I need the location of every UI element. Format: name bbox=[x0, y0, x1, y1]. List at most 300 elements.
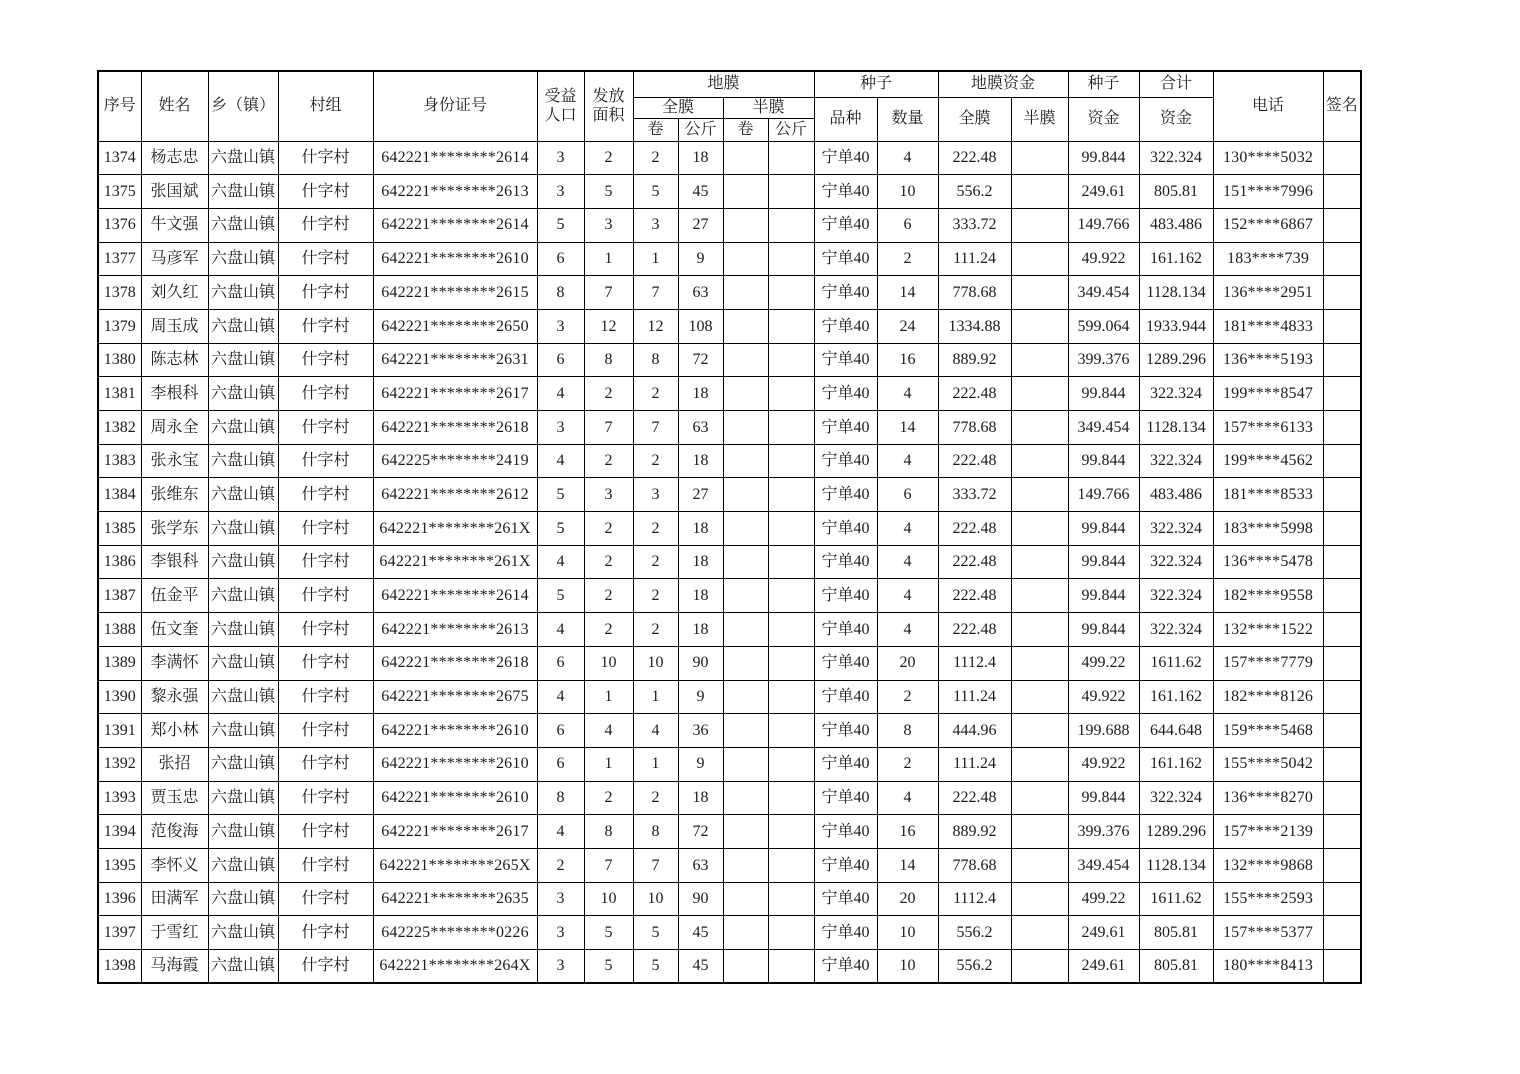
cell-seed-fund: 499.22 bbox=[1068, 646, 1139, 680]
cell-name: 周玉成 bbox=[141, 309, 208, 343]
cell-issue-area: 2 bbox=[584, 512, 633, 546]
cell-name: 周永全 bbox=[141, 411, 208, 445]
cell-id-number: 642221********2635 bbox=[373, 882, 537, 916]
cell-id-number: 642221********2631 bbox=[373, 343, 537, 377]
cell-township: 六盘山镇 bbox=[208, 747, 278, 781]
cell-issue-area: 1 bbox=[584, 680, 633, 714]
cell-issue-area: 10 bbox=[584, 882, 633, 916]
cell-full-film-roll: 1 bbox=[633, 747, 678, 781]
cell-full-film-fund: 778.68 bbox=[938, 848, 1011, 882]
cell-half-film-kg bbox=[768, 545, 814, 579]
cell-phone: 159****5468 bbox=[1213, 714, 1323, 748]
cell-id-number: 642221********261X bbox=[373, 545, 537, 579]
cell-id-number: 642221********2610 bbox=[373, 242, 537, 276]
cell-seed-fund: 99.844 bbox=[1068, 545, 1139, 579]
cell-total-fund: 322.324 bbox=[1139, 377, 1213, 411]
cell-half-film-kg bbox=[768, 175, 814, 209]
cell-total-fund: 483.486 bbox=[1139, 208, 1213, 242]
cell-full-film-fund: 222.48 bbox=[938, 545, 1011, 579]
cell-seed-fund: 199.688 bbox=[1068, 714, 1139, 748]
cell-seed-variety: 宁单40 bbox=[814, 646, 877, 680]
cell-issue-area: 3 bbox=[584, 478, 633, 512]
cell-total-fund: 644.648 bbox=[1139, 714, 1213, 748]
cell-serial: 1385 bbox=[98, 512, 141, 546]
cell-seed-fund: 99.844 bbox=[1068, 377, 1139, 411]
cell-half-film-roll bbox=[723, 411, 768, 445]
cell-serial: 1378 bbox=[98, 276, 141, 310]
cell-village: 什字村 bbox=[278, 276, 373, 310]
cell-seed-quantity: 4 bbox=[877, 781, 938, 815]
cell-half-film-kg bbox=[768, 444, 814, 478]
table-row bbox=[98, 411, 1361, 445]
cell-signature bbox=[1323, 208, 1361, 242]
cell-township: 六盘山镇 bbox=[208, 882, 278, 916]
cell-name: 马海霞 bbox=[141, 950, 208, 984]
cell-issue-area: 5 bbox=[584, 175, 633, 209]
cell-beneficiary-population: 3 bbox=[537, 411, 584, 445]
cell-township: 六盘山镇 bbox=[208, 208, 278, 242]
cell-signature bbox=[1323, 242, 1361, 276]
cell-half-film-fund bbox=[1011, 309, 1068, 343]
cell-half-film-roll bbox=[723, 377, 768, 411]
cell-seed-variety: 宁单40 bbox=[814, 815, 877, 849]
cell-half-film-kg bbox=[768, 848, 814, 882]
cell-township: 六盘山镇 bbox=[208, 545, 278, 579]
cell-village: 什字村 bbox=[278, 377, 373, 411]
header-film-fund-full: 全膜 bbox=[938, 97, 1011, 141]
cell-full-film-roll: 7 bbox=[633, 411, 678, 445]
cell-half-film-roll bbox=[723, 141, 768, 175]
cell-half-film-fund bbox=[1011, 444, 1068, 478]
cell-beneficiary-population: 4 bbox=[537, 815, 584, 849]
cell-half-film-kg bbox=[768, 276, 814, 310]
cell-full-film-fund: 222.48 bbox=[938, 781, 1011, 815]
cell-total-fund: 1128.134 bbox=[1139, 411, 1213, 445]
cell-half-film-roll bbox=[723, 950, 768, 984]
cell-seed-fund: 349.454 bbox=[1068, 848, 1139, 882]
cell-seed-variety: 宁单40 bbox=[814, 680, 877, 714]
cell-serial: 1380 bbox=[98, 343, 141, 377]
cell-half-film-kg bbox=[768, 343, 814, 377]
cell-half-film-fund bbox=[1011, 646, 1068, 680]
cell-half-film-kg bbox=[768, 309, 814, 343]
cell-seed-quantity: 2 bbox=[877, 680, 938, 714]
cell-id-number: 642221********2614 bbox=[373, 208, 537, 242]
cell-total-fund: 322.324 bbox=[1139, 781, 1213, 815]
cell-half-film-fund bbox=[1011, 141, 1068, 175]
cell-half-film-kg bbox=[768, 208, 814, 242]
table-row bbox=[98, 141, 1361, 175]
cell-phone: 180****8413 bbox=[1213, 950, 1323, 984]
cell-beneficiary-population: 6 bbox=[537, 343, 584, 377]
cell-full-film-roll: 5 bbox=[633, 916, 678, 950]
cell-half-film-kg bbox=[768, 613, 814, 647]
cell-full-film-fund: 889.92 bbox=[938, 815, 1011, 849]
cell-issue-area: 12 bbox=[584, 309, 633, 343]
cell-serial: 1398 bbox=[98, 950, 141, 984]
cell-half-film-fund bbox=[1011, 613, 1068, 647]
cell-township: 六盘山镇 bbox=[208, 377, 278, 411]
cell-full-film-kg: 90 bbox=[678, 882, 723, 916]
cell-full-film-roll: 7 bbox=[633, 848, 678, 882]
cell-half-film-kg bbox=[768, 815, 814, 849]
cell-total-fund: 322.324 bbox=[1139, 579, 1213, 613]
table-header bbox=[98, 71, 1361, 141]
cell-issue-area: 7 bbox=[584, 411, 633, 445]
cell-beneficiary-population: 6 bbox=[537, 747, 584, 781]
cell-seed-fund: 249.61 bbox=[1068, 175, 1139, 209]
cell-seed-variety: 宁单40 bbox=[814, 916, 877, 950]
cell-full-film-fund: 222.48 bbox=[938, 444, 1011, 478]
cell-half-film-roll bbox=[723, 208, 768, 242]
header-id-number: 身份证号 bbox=[373, 71, 537, 141]
cell-seed-quantity: 4 bbox=[877, 579, 938, 613]
cell-village: 什字村 bbox=[278, 848, 373, 882]
cell-seed-quantity: 10 bbox=[877, 950, 938, 984]
cell-id-number: 642221********264X bbox=[373, 950, 537, 984]
cell-full-film-fund: 222.48 bbox=[938, 141, 1011, 175]
cell-seed-variety: 宁单40 bbox=[814, 613, 877, 647]
cell-half-film-roll bbox=[723, 343, 768, 377]
cell-half-film-kg bbox=[768, 646, 814, 680]
cell-id-number: 642221********2615 bbox=[373, 276, 537, 310]
cell-full-film-fund: 556.2 bbox=[938, 950, 1011, 984]
cell-seed-variety: 宁单40 bbox=[814, 444, 877, 478]
cell-seed-quantity: 24 bbox=[877, 309, 938, 343]
cell-seed-variety: 宁单40 bbox=[814, 781, 877, 815]
cell-seed-variety: 宁单40 bbox=[814, 276, 877, 310]
cell-village: 什字村 bbox=[278, 478, 373, 512]
cell-beneficiary-population: 3 bbox=[537, 882, 584, 916]
cell-serial: 1381 bbox=[98, 377, 141, 411]
cell-village: 什字村 bbox=[278, 714, 373, 748]
cell-seed-quantity: 8 bbox=[877, 714, 938, 748]
cell-township: 六盘山镇 bbox=[208, 950, 278, 984]
cell-half-film-roll bbox=[723, 175, 768, 209]
cell-phone: 136****5193 bbox=[1213, 343, 1323, 377]
cell-phone: 199****8547 bbox=[1213, 377, 1323, 411]
cell-village: 什字村 bbox=[278, 545, 373, 579]
cell-signature bbox=[1323, 512, 1361, 546]
cell-half-film-fund bbox=[1011, 747, 1068, 781]
cell-beneficiary-population: 3 bbox=[537, 141, 584, 175]
cell-village: 什字村 bbox=[278, 141, 373, 175]
cell-serial: 1379 bbox=[98, 309, 141, 343]
cell-full-film-fund: 222.48 bbox=[938, 512, 1011, 546]
cell-phone: 183****739 bbox=[1213, 242, 1323, 276]
cell-id-number: 642225********2419 bbox=[373, 444, 537, 478]
cell-seed-quantity: 2 bbox=[877, 747, 938, 781]
cell-total-fund: 161.162 bbox=[1139, 680, 1213, 714]
cell-total-fund: 483.486 bbox=[1139, 478, 1213, 512]
cell-township: 六盘山镇 bbox=[208, 276, 278, 310]
cell-seed-fund: 349.454 bbox=[1068, 411, 1139, 445]
cell-seed-fund: 99.844 bbox=[1068, 579, 1139, 613]
cell-half-film-fund bbox=[1011, 882, 1068, 916]
cell-half-film-roll bbox=[723, 882, 768, 916]
cell-total-fund: 1128.134 bbox=[1139, 276, 1213, 310]
cell-half-film-kg bbox=[768, 242, 814, 276]
cell-seed-quantity: 14 bbox=[877, 411, 938, 445]
cell-phone: 132****1522 bbox=[1213, 613, 1323, 647]
table-row bbox=[98, 377, 1361, 411]
cell-phone: 157****6133 bbox=[1213, 411, 1323, 445]
cell-full-film-roll: 7 bbox=[633, 276, 678, 310]
cell-serial: 1395 bbox=[98, 848, 141, 882]
cell-name: 杨志忠 bbox=[141, 141, 208, 175]
header-serial: 序号 bbox=[98, 71, 141, 141]
cell-half-film-fund bbox=[1011, 478, 1068, 512]
cell-half-film-kg bbox=[768, 714, 814, 748]
cell-seed-variety: 宁单40 bbox=[814, 950, 877, 984]
table-body bbox=[98, 141, 1361, 983]
cell-full-film-fund: 556.2 bbox=[938, 175, 1011, 209]
cell-serial: 1388 bbox=[98, 613, 141, 647]
cell-total-fund: 322.324 bbox=[1139, 444, 1213, 478]
header-phone: 电话 bbox=[1213, 71, 1323, 141]
cell-beneficiary-population: 5 bbox=[537, 208, 584, 242]
cell-half-film-fund bbox=[1011, 377, 1068, 411]
cell-village: 什字村 bbox=[278, 208, 373, 242]
cell-half-film-kg bbox=[768, 781, 814, 815]
cell-village: 什字村 bbox=[278, 916, 373, 950]
header-film-fund-half: 半膜 bbox=[1011, 97, 1068, 141]
cell-half-film-fund bbox=[1011, 680, 1068, 714]
cell-village: 什字村 bbox=[278, 680, 373, 714]
cell-seed-quantity: 4 bbox=[877, 512, 938, 546]
cell-half-film-roll bbox=[723, 242, 768, 276]
cell-township: 六盘山镇 bbox=[208, 242, 278, 276]
cell-full-film-kg: 18 bbox=[678, 545, 723, 579]
cell-township: 六盘山镇 bbox=[208, 815, 278, 849]
cell-signature bbox=[1323, 848, 1361, 882]
cell-seed-fund: 499.22 bbox=[1068, 882, 1139, 916]
cell-serial: 1389 bbox=[98, 646, 141, 680]
cell-beneficiary-population: 6 bbox=[537, 646, 584, 680]
table-row bbox=[98, 747, 1361, 781]
cell-seed-variety: 宁单40 bbox=[814, 579, 877, 613]
cell-full-film-kg: 27 bbox=[678, 208, 723, 242]
table-row bbox=[98, 714, 1361, 748]
cell-beneficiary-population: 2 bbox=[537, 848, 584, 882]
cell-seed-quantity: 16 bbox=[877, 343, 938, 377]
cell-signature bbox=[1323, 781, 1361, 815]
cell-serial: 1375 bbox=[98, 175, 141, 209]
cell-total-fund: 1128.134 bbox=[1139, 848, 1213, 882]
cell-id-number: 642221********2613 bbox=[373, 613, 537, 647]
table-row bbox=[98, 848, 1361, 882]
cell-half-film-kg bbox=[768, 579, 814, 613]
cell-village: 什字村 bbox=[278, 175, 373, 209]
cell-half-film-roll bbox=[723, 747, 768, 781]
cell-signature bbox=[1323, 478, 1361, 512]
cell-half-film-fund bbox=[1011, 343, 1068, 377]
cell-beneficiary-population: 3 bbox=[537, 309, 584, 343]
cell-half-film-fund bbox=[1011, 276, 1068, 310]
cell-phone: 155****5042 bbox=[1213, 747, 1323, 781]
cell-seed-quantity: 4 bbox=[877, 377, 938, 411]
cell-signature bbox=[1323, 343, 1361, 377]
cell-phone: 199****4562 bbox=[1213, 444, 1323, 478]
cell-half-film-fund bbox=[1011, 242, 1068, 276]
cell-serial: 1393 bbox=[98, 781, 141, 815]
header-half-film: 半膜 bbox=[723, 97, 814, 118]
cell-name: 伍金平 bbox=[141, 579, 208, 613]
distribution-roster-table bbox=[97, 70, 1362, 984]
cell-seed-variety: 宁单40 bbox=[814, 208, 877, 242]
cell-seed-variety: 宁单40 bbox=[814, 882, 877, 916]
cell-beneficiary-population: 4 bbox=[537, 444, 584, 478]
cell-township: 六盘山镇 bbox=[208, 411, 278, 445]
cell-seed-fund: 99.844 bbox=[1068, 781, 1139, 815]
cell-township: 六盘山镇 bbox=[208, 680, 278, 714]
cell-id-number: 642221********2610 bbox=[373, 781, 537, 815]
table-row bbox=[98, 680, 1361, 714]
cell-township: 六盘山镇 bbox=[208, 714, 278, 748]
cell-village: 什字村 bbox=[278, 815, 373, 849]
cell-phone: 136****5478 bbox=[1213, 545, 1323, 579]
cell-issue-area: 8 bbox=[584, 815, 633, 849]
cell-beneficiary-population: 3 bbox=[537, 950, 584, 984]
cell-seed-fund: 249.61 bbox=[1068, 916, 1139, 950]
cell-name: 郑小林 bbox=[141, 714, 208, 748]
cell-id-number: 642221********2618 bbox=[373, 646, 537, 680]
cell-name: 马彦军 bbox=[141, 242, 208, 276]
table-row bbox=[98, 175, 1361, 209]
cell-phone: 155****2593 bbox=[1213, 882, 1323, 916]
cell-half-film-fund bbox=[1011, 950, 1068, 984]
cell-beneficiary-population: 8 bbox=[537, 276, 584, 310]
cell-seed-fund: 399.376 bbox=[1068, 343, 1139, 377]
cell-id-number: 642221********2617 bbox=[373, 377, 537, 411]
cell-township: 六盘山镇 bbox=[208, 613, 278, 647]
cell-half-film-roll bbox=[723, 309, 768, 343]
cell-half-film-kg bbox=[768, 141, 814, 175]
cell-half-film-fund bbox=[1011, 781, 1068, 815]
table-row bbox=[98, 545, 1361, 579]
cell-name: 张维东 bbox=[141, 478, 208, 512]
cell-seed-fund: 349.454 bbox=[1068, 276, 1139, 310]
cell-full-film-fund: 444.96 bbox=[938, 714, 1011, 748]
cell-seed-quantity: 10 bbox=[877, 916, 938, 950]
cell-beneficiary-population: 3 bbox=[537, 175, 584, 209]
cell-half-film-roll bbox=[723, 545, 768, 579]
table-row bbox=[98, 208, 1361, 242]
cell-signature bbox=[1323, 882, 1361, 916]
table-row bbox=[98, 579, 1361, 613]
header-beneficiary-population: 受益人口 bbox=[537, 71, 584, 141]
cell-half-film-roll bbox=[723, 613, 768, 647]
cell-id-number: 642221********265X bbox=[373, 848, 537, 882]
cell-township: 六盘山镇 bbox=[208, 579, 278, 613]
cell-serial: 1392 bbox=[98, 747, 141, 781]
cell-half-film-roll bbox=[723, 512, 768, 546]
cell-full-film-kg: 72 bbox=[678, 815, 723, 849]
cell-serial: 1383 bbox=[98, 444, 141, 478]
cell-seed-fund: 49.922 bbox=[1068, 242, 1139, 276]
cell-total-fund: 322.324 bbox=[1139, 141, 1213, 175]
cell-half-film-fund bbox=[1011, 848, 1068, 882]
cell-half-film-fund bbox=[1011, 411, 1068, 445]
cell-name: 张永宝 bbox=[141, 444, 208, 478]
table-row bbox=[98, 309, 1361, 343]
cell-full-film-roll: 2 bbox=[633, 141, 678, 175]
cell-total-fund: 322.324 bbox=[1139, 512, 1213, 546]
cell-serial: 1386 bbox=[98, 545, 141, 579]
cell-full-film-fund: 222.48 bbox=[938, 613, 1011, 647]
cell-half-film-fund bbox=[1011, 579, 1068, 613]
cell-total-fund: 322.324 bbox=[1139, 613, 1213, 647]
cell-name: 李满怀 bbox=[141, 646, 208, 680]
cell-half-film-fund bbox=[1011, 512, 1068, 546]
cell-serial: 1390 bbox=[98, 680, 141, 714]
table-row bbox=[98, 276, 1361, 310]
cell-village: 什字村 bbox=[278, 950, 373, 984]
cell-seed-variety: 宁单40 bbox=[814, 714, 877, 748]
cell-half-film-roll bbox=[723, 478, 768, 512]
cell-total-fund: 1611.62 bbox=[1139, 646, 1213, 680]
cell-issue-area: 7 bbox=[584, 848, 633, 882]
cell-id-number: 642221********2614 bbox=[373, 141, 537, 175]
cell-signature bbox=[1323, 377, 1361, 411]
cell-issue-area: 8 bbox=[584, 343, 633, 377]
cell-half-film-fund bbox=[1011, 545, 1068, 579]
cell-issue-area: 7 bbox=[584, 276, 633, 310]
cell-phone: 136****2951 bbox=[1213, 276, 1323, 310]
cell-seed-variety: 宁单40 bbox=[814, 747, 877, 781]
cell-id-number: 642221********261X bbox=[373, 512, 537, 546]
cell-full-film-fund: 333.72 bbox=[938, 208, 1011, 242]
cell-half-film-kg bbox=[768, 478, 814, 512]
cell-id-number: 642221********2613 bbox=[373, 175, 537, 209]
cell-full-film-roll: 5 bbox=[633, 175, 678, 209]
cell-seed-fund: 99.844 bbox=[1068, 512, 1139, 546]
cell-beneficiary-population: 4 bbox=[537, 377, 584, 411]
cell-township: 六盘山镇 bbox=[208, 781, 278, 815]
cell-issue-area: 2 bbox=[584, 579, 633, 613]
cell-signature bbox=[1323, 276, 1361, 310]
cell-beneficiary-population: 4 bbox=[537, 545, 584, 579]
table-row bbox=[98, 882, 1361, 916]
cell-phone: 157****2139 bbox=[1213, 815, 1323, 849]
cell-full-film-kg: 45 bbox=[678, 916, 723, 950]
cell-full-film-roll: 10 bbox=[633, 646, 678, 680]
header-seed-fund-top: 种子 bbox=[1068, 71, 1139, 97]
cell-full-film-fund: 778.68 bbox=[938, 276, 1011, 310]
cell-name: 陈志林 bbox=[141, 343, 208, 377]
header-seed-quantity: 数量 bbox=[877, 97, 938, 141]
cell-full-film-fund: 556.2 bbox=[938, 916, 1011, 950]
cell-full-film-roll: 8 bbox=[633, 343, 678, 377]
cell-id-number: 642221********2614 bbox=[373, 579, 537, 613]
cell-full-film-roll: 8 bbox=[633, 815, 678, 849]
cell-township: 六盘山镇 bbox=[208, 646, 278, 680]
cell-seed-variety: 宁单40 bbox=[814, 343, 877, 377]
header-seed-fund-bottom: 资金 bbox=[1068, 97, 1139, 141]
cell-half-film-roll bbox=[723, 916, 768, 950]
cell-name: 贾玉忠 bbox=[141, 781, 208, 815]
cell-seed-quantity: 4 bbox=[877, 545, 938, 579]
cell-full-film-fund: 111.24 bbox=[938, 747, 1011, 781]
table-row bbox=[98, 613, 1361, 647]
table-row bbox=[98, 512, 1361, 546]
header-seed-variety: 品种 bbox=[814, 97, 877, 141]
cell-village: 什字村 bbox=[278, 646, 373, 680]
cell-village: 什字村 bbox=[278, 309, 373, 343]
cell-signature bbox=[1323, 714, 1361, 748]
cell-half-film-fund bbox=[1011, 175, 1068, 209]
cell-id-number: 642221********2675 bbox=[373, 680, 537, 714]
